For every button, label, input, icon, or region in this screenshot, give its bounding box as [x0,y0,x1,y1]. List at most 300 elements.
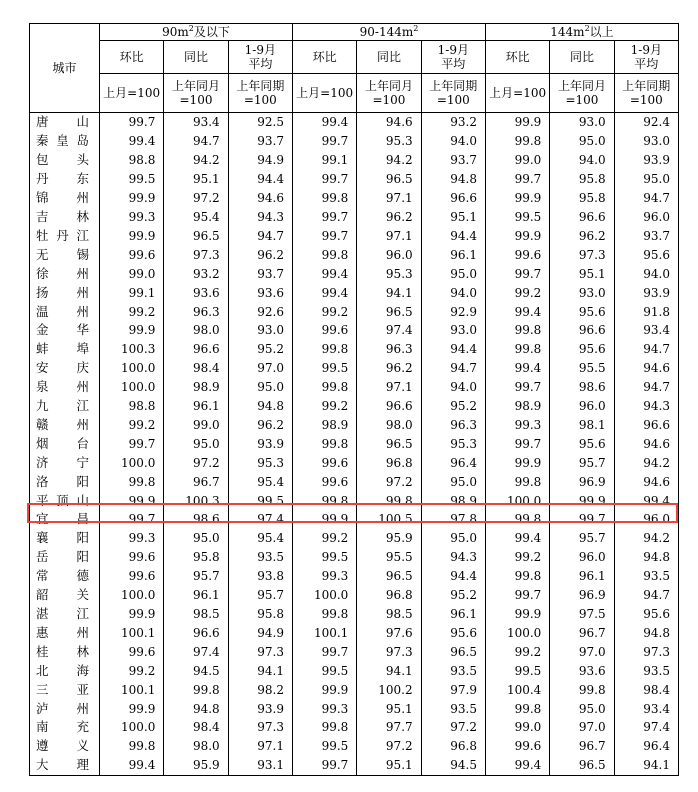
value-cell: 99.7 [485,434,549,453]
value-cell: 99.8 [100,737,164,756]
sub-header-cell: 同比 [357,41,421,74]
value-cell: 95.2 [421,397,485,416]
table-row [30,623,679,642]
table-row [30,567,679,586]
value-cell: 99.9 [550,491,614,510]
value-cell: 97.7 [357,718,421,737]
value-cell: 95.3 [357,264,421,283]
value-cell: 97.0 [228,359,292,378]
base-header-cell: 上年同期 =100 [421,74,485,113]
value-cell: 98.0 [164,321,228,340]
value-cell: 99.8 [485,132,549,151]
value-cell: 99.1 [292,151,356,170]
value-cell: 99.6 [292,453,356,472]
value-cell: 95.2 [421,586,485,605]
value-cell: 94.2 [614,453,678,472]
city-cell: 常德 [30,567,100,586]
base-header-row [30,74,679,113]
table-row [30,661,679,680]
value-cell: 99.6 [100,548,164,567]
value-cell: 95.0 [614,170,678,189]
city-cell: 牡丹江 [30,226,100,245]
value-cell: 100.0 [100,359,164,378]
sub-header-cell: 1-9月 平均 [228,41,292,74]
value-cell: 94.6 [614,434,678,453]
value-cell: 96.2 [228,245,292,264]
price-index-table [29,23,679,776]
value-cell: 95.8 [550,189,614,208]
value-cell: 99.8 [485,510,549,529]
city-cell: 韶关 [30,586,100,605]
value-cell: 99.4 [292,113,356,132]
value-cell: 97.9 [421,680,485,699]
value-cell: 97.2 [164,189,228,208]
value-cell: 99.8 [292,605,356,624]
table-row [30,397,679,416]
value-cell: 96.5 [421,642,485,661]
value-cell: 98.6 [164,510,228,529]
value-cell: 98.5 [357,605,421,624]
value-cell: 99.3 [100,529,164,548]
value-cell: 95.1 [550,264,614,283]
city-cell: 烟台 [30,434,100,453]
value-cell: 98.9 [164,378,228,397]
city-cell: 秦皇岛 [30,132,100,151]
value-cell: 96.3 [164,302,228,321]
table-body [30,113,679,776]
value-cell: 99.7 [100,434,164,453]
value-cell: 96.2 [357,208,421,227]
value-cell: 94.7 [614,340,678,359]
value-cell: 94.8 [164,699,228,718]
value-cell: 94.0 [614,264,678,283]
value-cell: 99.9 [100,699,164,718]
value-cell: 97.2 [164,453,228,472]
value-cell: 96.3 [357,340,421,359]
value-cell: 98.9 [421,491,485,510]
table-row [30,132,679,151]
value-cell: 95.3 [357,132,421,151]
value-cell: 97.4 [614,718,678,737]
table-row [30,226,679,245]
value-cell: 99.2 [292,529,356,548]
table-row [30,586,679,605]
value-cell: 97.1 [357,189,421,208]
sub-header-cell: 同比 [164,41,228,74]
table-row [30,529,679,548]
value-cell: 93.6 [164,283,228,302]
value-cell: 99.4 [614,491,678,510]
value-cell: 98.8 [100,397,164,416]
table-row [30,113,679,132]
value-cell: 99.7 [292,170,356,189]
city-cell: 桂林 [30,642,100,661]
sub-header-cell: 同比 [550,41,614,74]
value-cell: 95.8 [164,548,228,567]
value-cell: 99.5 [100,170,164,189]
value-cell: 97.3 [550,245,614,264]
table-row [30,283,679,302]
value-cell: 94.7 [228,226,292,245]
value-cell: 97.3 [228,642,292,661]
value-cell: 96.6 [164,623,228,642]
value-cell: 94.5 [421,756,485,775]
value-cell: 98.9 [292,416,356,435]
value-cell: 93.0 [550,113,614,132]
value-cell: 99.6 [485,737,549,756]
value-cell: 99.7 [292,756,356,775]
value-cell: 99.9 [485,113,549,132]
value-cell: 96.6 [614,416,678,435]
value-cell: 93.9 [228,434,292,453]
table-row [30,605,679,624]
value-cell: 99.4 [485,756,549,775]
value-cell: 99.4 [485,302,549,321]
value-cell: 99.5 [485,661,549,680]
city-cell: 宜昌 [30,510,100,529]
value-cell: 99.7 [100,510,164,529]
value-cell: 94.8 [614,548,678,567]
value-cell: 94.4 [228,170,292,189]
table-row [30,170,679,189]
value-cell: 95.0 [421,472,485,491]
value-cell: 92.6 [228,302,292,321]
table-row [30,378,679,397]
value-cell: 95.4 [228,472,292,491]
table-row [30,340,679,359]
value-cell: 99.7 [485,170,549,189]
value-cell: 100.0 [292,586,356,605]
sub-header-cell: 环比 [292,41,356,74]
value-cell: 99.7 [292,642,356,661]
value-cell: 93.7 [228,264,292,283]
value-cell: 96.6 [421,189,485,208]
value-cell: 94.2 [357,151,421,170]
value-cell: 91.8 [614,302,678,321]
value-cell: 96.5 [164,226,228,245]
value-cell: 95.4 [228,529,292,548]
value-cell: 93.0 [421,321,485,340]
value-cell: 94.3 [421,548,485,567]
value-cell: 93.9 [614,151,678,170]
table-row [30,699,679,718]
value-cell: 93.2 [164,264,228,283]
value-cell: 99.3 [100,208,164,227]
value-cell: 97.2 [357,472,421,491]
value-cell: 95.0 [228,378,292,397]
table-row [30,434,679,453]
value-cell: 94.5 [164,661,228,680]
value-cell: 98.4 [614,680,678,699]
value-cell: 97.2 [421,718,485,737]
base-header-cell: 上年同期 =100 [614,74,678,113]
value-cell: 97.6 [357,623,421,642]
value-cell: 98.1 [550,416,614,435]
value-cell: 94.0 [421,378,485,397]
value-cell: 95.1 [164,170,228,189]
value-cell: 95.6 [550,340,614,359]
table-row [30,321,679,340]
value-cell: 94.7 [614,189,678,208]
value-cell: 99.7 [485,264,549,283]
base-header-cell: 上年同期 =100 [228,74,292,113]
value-cell: 94.9 [228,623,292,642]
value-cell: 99.2 [485,283,549,302]
value-cell: 95.0 [421,264,485,283]
value-cell: 100.4 [485,680,549,699]
value-cell: 93.7 [614,226,678,245]
value-cell: 94.6 [614,359,678,378]
value-cell: 99.7 [292,226,356,245]
value-cell: 93.0 [614,132,678,151]
table-row [30,548,679,567]
value-cell: 94.4 [421,567,485,586]
base-header-cell: 上月=100 [292,74,356,113]
value-cell: 100.3 [100,340,164,359]
value-cell: 98.4 [164,718,228,737]
value-cell: 99.8 [485,567,549,586]
value-cell: 93.6 [550,661,614,680]
table-row [30,756,679,775]
table-row [30,189,679,208]
value-cell: 96.6 [357,397,421,416]
value-cell: 99.8 [164,680,228,699]
value-cell: 99.4 [100,132,164,151]
value-cell: 93.7 [421,151,485,170]
value-cell: 97.3 [164,245,228,264]
value-cell: 94.4 [421,226,485,245]
table-row [30,302,679,321]
value-cell: 95.5 [550,359,614,378]
value-cell: 99.6 [100,642,164,661]
value-cell: 98.2 [228,680,292,699]
value-cell: 96.2 [357,359,421,378]
value-cell: 97.4 [357,321,421,340]
value-cell: 100.5 [357,510,421,529]
value-cell: 99.6 [485,245,549,264]
value-cell: 94.4 [421,340,485,359]
value-cell: 95.6 [614,245,678,264]
table-row [30,737,679,756]
value-cell: 99.6 [100,245,164,264]
value-cell: 99.8 [485,340,549,359]
value-cell: 98.5 [164,605,228,624]
value-cell: 96.2 [550,226,614,245]
value-cell: 97.4 [228,510,292,529]
group-header-medium: $90-144m^2$ [292,24,485,41]
table-row [30,359,679,378]
value-cell: 96.5 [357,170,421,189]
city-cell: 遵义 [30,737,100,756]
city-cell: 惠州 [30,623,100,642]
value-cell: 96.1 [164,397,228,416]
value-cell: 99.8 [292,340,356,359]
value-cell: 93.1 [228,756,292,775]
value-cell: 99.9 [485,453,549,472]
value-cell: 97.4 [164,642,228,661]
value-cell: 96.6 [550,208,614,227]
value-cell: 97.3 [614,642,678,661]
value-cell: 100.0 [485,491,549,510]
value-cell: 99.9 [100,491,164,510]
value-cell: 95.0 [164,529,228,548]
value-cell: 94.7 [164,132,228,151]
value-cell: 99.8 [292,434,356,453]
value-cell: 95.0 [421,529,485,548]
sub-header-row [30,41,679,74]
sub-header-cell: 环比 [100,41,164,74]
value-cell: 94.7 [614,586,678,605]
table-row [30,245,679,264]
value-cell: 99.1 [100,283,164,302]
value-cell: 97.1 [357,378,421,397]
value-cell: 99.0 [485,151,549,170]
value-cell: 94.6 [614,472,678,491]
value-cell: 95.6 [550,302,614,321]
value-cell: 96.1 [164,586,228,605]
value-cell: 99.8 [292,491,356,510]
value-cell: 95.7 [164,567,228,586]
value-cell: 92.9 [421,302,485,321]
value-cell: 96.7 [550,737,614,756]
value-cell: 96.2 [228,416,292,435]
value-cell: 99.5 [292,737,356,756]
value-cell: 95.7 [550,529,614,548]
value-cell: 96.5 [357,567,421,586]
value-cell: 94.3 [228,208,292,227]
value-cell: 99.2 [292,302,356,321]
value-cell: 100.0 [100,453,164,472]
value-cell: 99.5 [292,661,356,680]
value-cell: 96.1 [421,245,485,264]
value-cell: 100.0 [100,718,164,737]
value-cell: 94.7 [421,359,485,378]
city-cell: 平顶山 [30,491,100,510]
city-cell: 金华 [30,321,100,340]
city-cell: 吉林 [30,208,100,227]
value-cell: 96.5 [357,434,421,453]
value-cell: 95.1 [421,208,485,227]
value-cell: 98.0 [357,416,421,435]
value-cell: 99.0 [100,264,164,283]
base-header-cell: 上年同月 =100 [357,74,421,113]
value-cell: 99.7 [485,586,549,605]
value-cell: 97.5 [550,605,614,624]
base-header-cell: 上月=100 [100,74,164,113]
value-cell: 95.6 [614,605,678,624]
value-cell: 96.1 [550,567,614,586]
city-cell: 扬州 [30,283,100,302]
base-header-cell: 上年同月 =100 [550,74,614,113]
value-cell: 99.9 [292,510,356,529]
value-cell: 100.0 [100,586,164,605]
city-column-header: 城市 [30,24,100,113]
value-cell: 93.8 [228,567,292,586]
value-cell: 99.4 [485,359,549,378]
value-cell: 100.3 [164,491,228,510]
value-cell: 94.1 [614,756,678,775]
value-cell: 93.6 [228,283,292,302]
value-cell: 94.0 [550,151,614,170]
value-cell: 95.8 [550,170,614,189]
value-cell: 98.8 [100,151,164,170]
city-cell: 泸州 [30,699,100,718]
value-cell: 99.4 [292,264,356,283]
value-cell: 95.8 [228,605,292,624]
value-cell: 99.2 [100,302,164,321]
value-cell: 97.3 [357,642,421,661]
value-cell: 92.4 [614,113,678,132]
value-cell: 99.5 [228,491,292,510]
group-header-small: $90m^2$及以下 [100,24,293,41]
value-cell: 94.1 [357,283,421,302]
table-row [30,416,679,435]
value-cell: 94.8 [228,397,292,416]
value-cell: 99.2 [292,397,356,416]
value-cell: 99.8 [550,680,614,699]
table-row [30,151,679,170]
sub-header-cell: 环比 [485,41,549,74]
value-cell: 96.0 [614,510,678,529]
value-cell: 93.0 [550,283,614,302]
value-cell: 99.0 [485,718,549,737]
value-cell: 95.0 [550,132,614,151]
value-cell: 94.2 [164,151,228,170]
city-cell: 唐山 [30,113,100,132]
value-cell: 94.9 [228,151,292,170]
value-cell: 99.8 [292,718,356,737]
value-cell: 97.1 [228,737,292,756]
value-cell: 93.5 [421,699,485,718]
value-cell: 94.8 [614,623,678,642]
value-cell: 93.4 [614,699,678,718]
value-cell: 99.4 [485,529,549,548]
value-cell: 96.3 [421,416,485,435]
city-cell: 丹东 [30,170,100,189]
value-cell: 100.0 [100,378,164,397]
value-cell: 99.8 [357,491,421,510]
value-cell: 99.3 [292,699,356,718]
value-cell: 93.4 [164,113,228,132]
value-cell: 96.9 [550,472,614,491]
table-row [30,510,679,529]
value-cell: 96.0 [550,548,614,567]
value-cell: 96.8 [421,737,485,756]
value-cell: 95.9 [357,529,421,548]
value-cell: 95.7 [550,453,614,472]
value-cell: 96.8 [357,586,421,605]
value-cell: 96.6 [164,340,228,359]
value-cell: 99.2 [100,661,164,680]
value-cell: 99.8 [100,472,164,491]
table-row [30,491,679,510]
value-cell: 96.6 [550,321,614,340]
city-cell: 锦州 [30,189,100,208]
value-cell: 100.1 [292,623,356,642]
city-cell: 安庆 [30,359,100,378]
value-cell: 99.9 [100,321,164,340]
value-cell: 97.3 [228,718,292,737]
value-cell: 99.2 [485,642,549,661]
value-cell: 99.8 [292,245,356,264]
value-cell: 99.2 [100,416,164,435]
city-cell: 包头 [30,151,100,170]
city-cell: 洛阳 [30,472,100,491]
value-cell: 94.1 [228,661,292,680]
value-cell: 93.9 [228,699,292,718]
value-cell: 96.7 [550,623,614,642]
value-cell: 93.9 [614,283,678,302]
